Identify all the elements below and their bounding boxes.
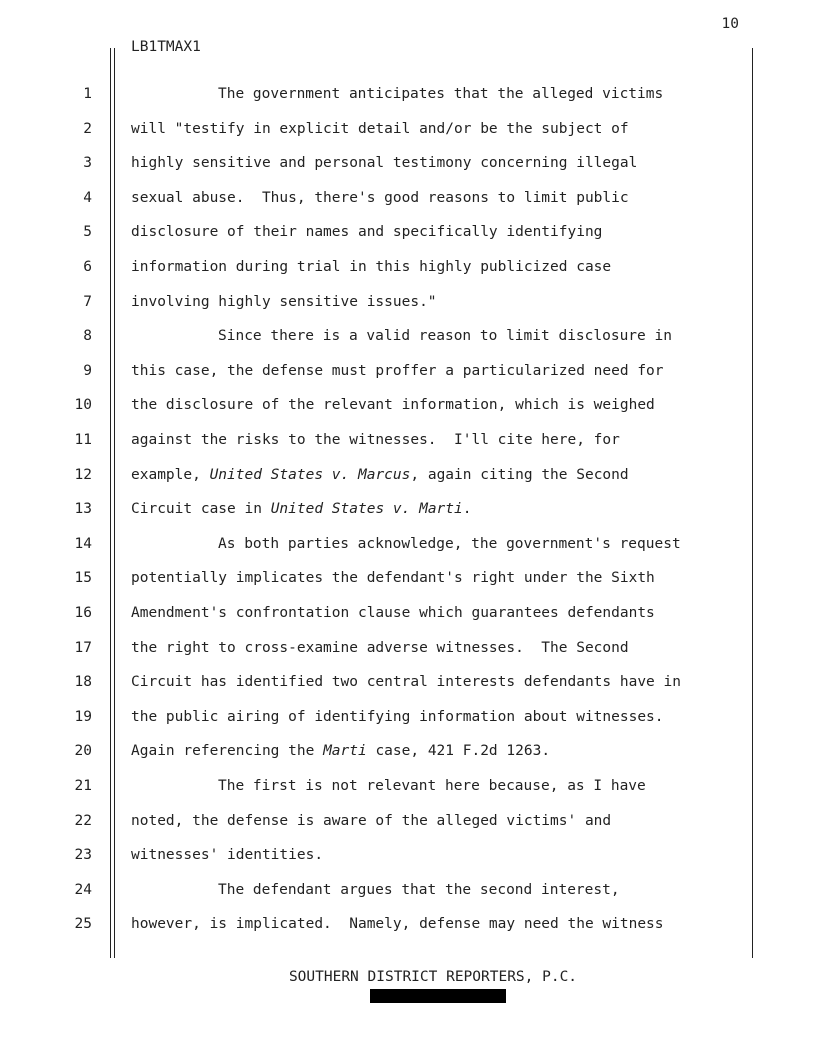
line-number: 24 — [74, 881, 92, 898]
line-text: the disclosure of the relevant information, which is weighed — [131, 397, 655, 414]
line-number: 8 — [83, 328, 92, 345]
transcript-line — [131, 155, 637, 171]
line-number: 22 — [74, 812, 92, 829]
line-text: witnesses' identities. — [131, 847, 324, 864]
case-citation: Marti — [323, 743, 367, 760]
line-number: 19 — [74, 708, 92, 725]
transcript-line — [131, 224, 602, 240]
case-citation: United States v. Marti — [270, 501, 463, 518]
line-text: As both parties acknowledge, the government's request — [218, 535, 681, 552]
line-text: sexual abuse. Thus, there's good reasons to limit public — [131, 189, 629, 206]
line-number: 23 — [74, 847, 92, 864]
docket-code: LB1TMAX1 — [131, 39, 201, 55]
line-number: 15 — [74, 570, 92, 587]
line-text: involving highly sensitive issues." — [131, 293, 437, 310]
line-text: noted, the defense is aware of the alleged victims' and — [131, 812, 612, 829]
redaction-bar — [370, 989, 506, 1003]
line-text: The government anticipates that the alleged victims — [218, 86, 664, 102]
line-text: Since there is a valid reason to limit disclosure in — [218, 328, 672, 345]
transcript-line — [131, 743, 550, 759]
transcript-line — [131, 640, 629, 656]
line-number: 2 — [83, 120, 92, 137]
line-number: 12 — [74, 466, 92, 483]
line-text: Circuit case in — [131, 501, 271, 518]
line-number: 7 — [83, 293, 92, 310]
line-number: 1 — [83, 86, 92, 102]
line-number: 13 — [74, 501, 92, 518]
line-number: 16 — [74, 605, 92, 621]
transcript-line — [131, 121, 629, 137]
line-number: 3 — [83, 155, 92, 172]
right-margin-rule — [752, 48, 753, 958]
left-margin-rule-outer — [110, 48, 111, 958]
transcript-line — [131, 605, 655, 621]
transcript-line — [131, 294, 437, 310]
line-text: , again citing the Second — [410, 466, 629, 483]
line-text: the public airing of identifying information about witnesses. — [131, 708, 664, 725]
transcript-line — [131, 432, 620, 448]
line-number: 18 — [74, 674, 92, 691]
transcript-line — [131, 328, 672, 344]
transcript-line — [131, 916, 664, 932]
line-number: 17 — [74, 639, 92, 656]
transcript-line — [131, 709, 664, 725]
line-text: against the risks to the witnesses. I'll cite here, for — [131, 432, 620, 448]
transcript-line — [131, 813, 611, 829]
transcript-line — [131, 847, 323, 863]
line-text: The first is not relevant here because, as I have — [218, 778, 646, 794]
line-text: example, — [131, 466, 210, 483]
line-text: The defendant argues that the second interest, — [218, 881, 620, 898]
line-text: disclosure of their names and specifically identifying — [131, 224, 603, 241]
transcript-line — [131, 778, 646, 794]
line-number: 4 — [83, 189, 92, 206]
left-margin-rule-inner — [114, 48, 115, 958]
line-text: will "testify in explicit detail and/or be the subject of — [131, 120, 629, 137]
case-citation: United States v. Marcus — [209, 466, 411, 483]
transcript-line — [131, 882, 620, 898]
transcript-line — [131, 674, 681, 690]
transcript-line — [131, 501, 471, 517]
line-text: information during trial in this highly publicized case — [131, 259, 612, 275]
transcript-line — [131, 363, 664, 379]
line-number: 14 — [74, 535, 92, 552]
line-text: Amendment's confrontation clause which guarantees defendants — [131, 605, 655, 621]
transcript-line — [131, 86, 663, 102]
transcript-line — [131, 259, 611, 275]
line-text: however, is implicated. Namely, defense may need the witness — [131, 916, 664, 933]
line-number: 6 — [83, 259, 92, 275]
line-number: 10 — [74, 397, 92, 414]
line-number: 21 — [74, 778, 92, 794]
line-number: 9 — [83, 362, 92, 379]
line-number: 20 — [74, 743, 92, 760]
line-text: highly sensitive and personal testimony concerning illegal — [131, 155, 638, 172]
transcript-line — [131, 397, 655, 413]
page-number: 10 — [721, 16, 739, 32]
transcript-line — [131, 467, 629, 483]
line-text: Again referencing the — [131, 743, 324, 760]
transcript-line — [131, 190, 629, 206]
transcript-line — [131, 536, 681, 552]
line-number: 11 — [74, 432, 92, 448]
transcript-line — [131, 570, 655, 586]
line-text: potentially implicates the defendant's right under the Sixth — [131, 570, 655, 587]
line-text: . — [462, 501, 472, 518]
line-number: 5 — [83, 224, 92, 241]
line-text: the right to cross-examine adverse witnesses. The Second — [131, 639, 629, 656]
footer-reporter: SOUTHERN DISTRICT REPORTERS, P.C. — [288, 969, 578, 985]
line-text: Circuit has identified two central interests defendants have in — [131, 674, 681, 691]
line-text: case, 421 F.2d 1263. — [366, 743, 551, 760]
line-number: 25 — [74, 916, 92, 933]
line-text: this case, the defense must proffer a particularized need for — [131, 362, 664, 379]
